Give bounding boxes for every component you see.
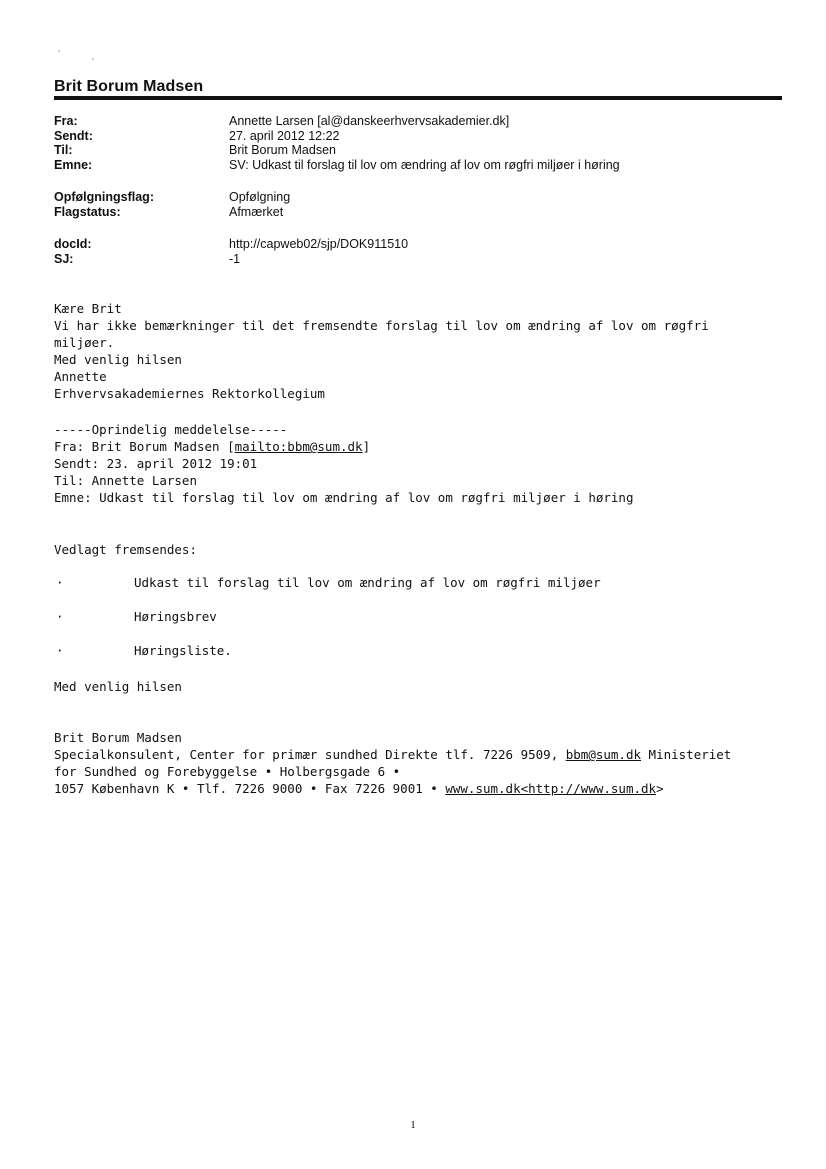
header-label: Emne: [54,157,93,172]
header-value: Brit Borum Madsen [229,143,336,158]
signature-name: Brit Borum Madsen [54,730,182,745]
original-intro: Vedlagt fremsendes: [54,542,197,557]
header-label: Fra: [54,114,78,128]
original-to: Til: Annette Larsen [54,473,197,488]
signature-text: 1057 København K • Tlf. 7226 9000 • Fax 7226 9001 • [54,781,446,796]
header-value: http://capweb02/sjp/DOK911510 [229,237,409,251]
header-value: Annette Larsen [al@danskeerhvervsakademier.dk] [229,114,510,128]
header-label: Sendt: [54,128,93,143]
reply-signer-org: Erhvervsakademiernes Rektorkollegium [54,386,325,401]
website-link[interactable]: www.sum.dk<http://www.sum.dk [445,781,657,796]
signature-line [54,746,731,763]
reply-signer-name: Annette [54,369,107,384]
reply-greeting: Kære Brit [54,301,122,316]
original-closing: Med venlig hilsen [54,679,182,694]
header-label: Til: [54,143,73,158]
original-from-prefix: Fra: Brit Borum Madsen [ [54,439,235,454]
signature-line: for Sundhed og Forebyggelse • Holbergsgade 6 • [54,764,401,779]
reply-text-line: Vi har ikke bemærkninger til det fremsendte forslag til lov om ændring af lov om røgfri [54,318,709,333]
header-value: 27. april 2012 12:22 [229,128,340,143]
signature-text: Specialkonsulent, Center for primær sundhed Direkte tlf. 7226 9509, [54,747,566,762]
reply-body [54,300,709,402]
original-from [54,438,633,455]
list-item-text: Høringsbrev [134,609,217,624]
original-sent: Sendt: 23. april 2012 19:01 [54,456,258,471]
list-item-text: Høringsliste. [134,643,232,658]
header-value: Afmærket [229,204,284,219]
header-value: Opfølgning [229,190,291,204]
header-value: -1 [229,251,241,266]
signature-block [54,729,731,797]
signature-line [54,780,731,797]
original-message-header [54,421,633,506]
header-value: SV: Udkast til forslag til lov om ændring af lov om røgfri miljøer i høring [229,157,620,172]
header-label: docId: [54,237,92,251]
signature-text: Ministeriet [641,747,732,762]
scan-artifact [92,58,94,60]
original-subject: Emne: Udkast til forslag til lov om ændring af lov om røgfri miljøer i høring [54,490,634,505]
original-from-suffix: ] [362,439,371,454]
bullet-symbol: · [56,609,64,624]
bullet-symbol: · [56,643,64,658]
sender-title: Brit Borum Madsen [54,78,204,95]
header-label: Opfølgningsflag: [54,190,154,204]
scan-artifact [58,50,60,52]
reply-text-line: miljøer. [54,335,115,350]
header-label: SJ: [54,251,74,266]
header-divider [54,96,782,100]
page-number: 1 [410,1119,416,1131]
email-link[interactable]: bbm@sum.dk [565,747,642,762]
signature-text: > [656,781,664,796]
original-separator: -----Oprindelig meddelelse----- [54,422,288,437]
bullet-symbol: · [56,575,64,590]
mailto-link[interactable]: mailto:bbm@sum.dk [234,439,363,454]
reply-closing: Med venlig hilsen [54,352,182,367]
list-item-text: Udkast til forslag til lov om ændring af lov om røgfri miljøer [134,575,601,590]
header-label: Flagstatus: [54,204,121,219]
